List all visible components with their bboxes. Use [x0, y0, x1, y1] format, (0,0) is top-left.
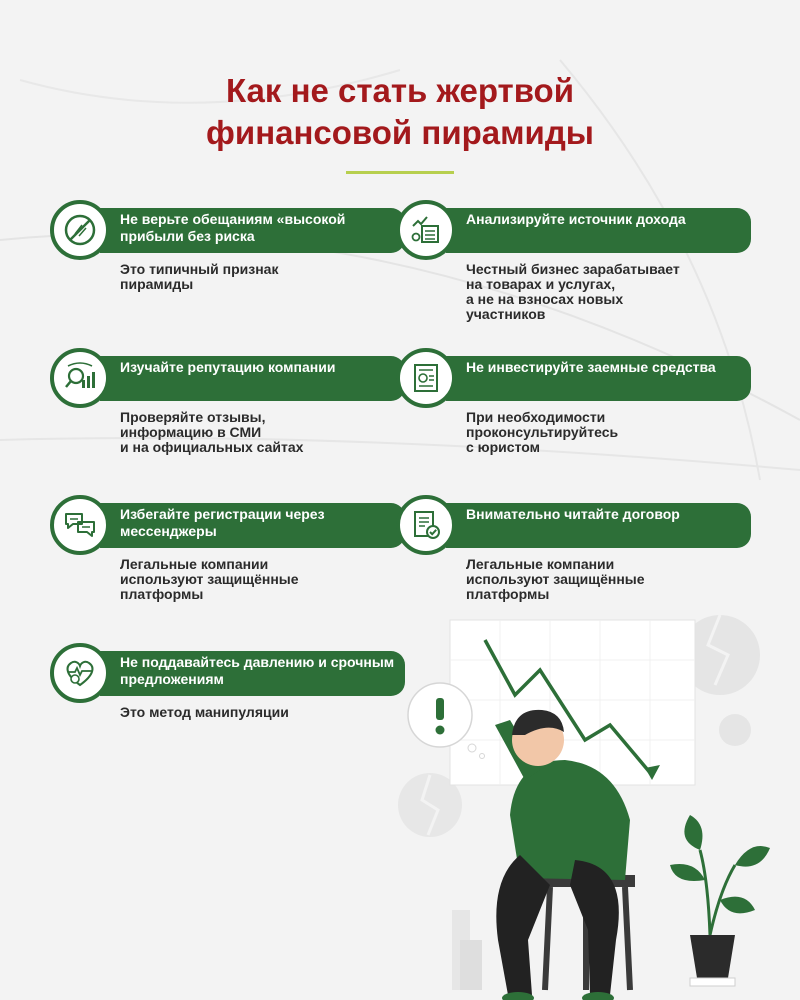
tip-card-pressure	[50, 643, 420, 753]
tip-card-contract	[396, 495, 766, 605]
heart-pulse-icon	[50, 643, 110, 703]
income-calculator-icon	[396, 200, 456, 260]
tip-heading: Изучайте репутацию компании	[120, 359, 336, 375]
title-line-1: Как не стать жертвой	[225, 72, 574, 109]
contract-check-icon	[396, 495, 456, 555]
tip-heading: Внимательно читайте договор	[466, 506, 680, 522]
tip-description: При необходимости проконсультируйтесь с юристом	[466, 409, 619, 455]
page-title	[0, 70, 800, 154]
tip-description: Легальные компании используют защищённые платформы	[120, 556, 299, 602]
tip-card-reputation	[50, 348, 420, 458]
title-underline	[346, 171, 454, 174]
tip-heading: Избегайте регистрации через мессенджеры	[120, 506, 325, 539]
tip-description: Это метод манипуляции	[120, 704, 289, 720]
tip-card-messengers	[50, 495, 420, 605]
chat-bubbles-icon	[50, 495, 110, 555]
tip-description: Легальные компании используют защищённые платформы	[466, 556, 645, 602]
no-money-icon	[50, 200, 110, 260]
reputation-search-icon	[50, 348, 110, 408]
title-line-2: финансовой пирамиды	[206, 114, 594, 151]
tip-description: Это типичный признак пирамиды	[120, 261, 279, 292]
tip-heading: Анализируйте источник дохода	[466, 211, 686, 227]
tip-card-borrowed-funds	[396, 348, 766, 458]
tip-heading: Не поддавайтесь давлению и срочным предложениям	[120, 654, 395, 687]
tip-heading: Не инвестируйте заемные средства	[466, 359, 716, 375]
tip-description: Честный бизнес зарабатывает на товарах и услугах, а не на взносах новых участников	[466, 261, 680, 322]
stressed-investor-illustration	[390, 610, 800, 1000]
loan-document-icon	[396, 348, 456, 408]
tip-card-income-source	[396, 200, 766, 322]
tip-heading: Не верьте обещаниям «высокой прибыли без риска	[120, 211, 346, 244]
tip-description: Проверяйте отзывы, информацию в СМИ и на официальных сайтах	[120, 409, 304, 455]
tip-card-promises	[50, 200, 420, 310]
